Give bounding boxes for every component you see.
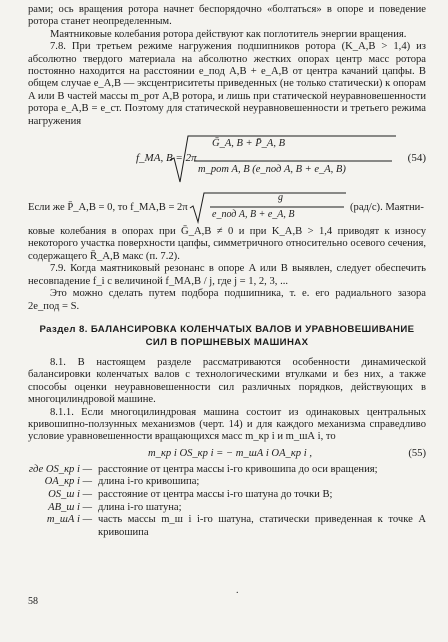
formula-54-denominator: m_рот A, B (e_под A, B + e_A, B) [198,164,346,176]
paragraph-7-8: 7.8. При третьем режиме нагружения подшипников ротора (K_A,B > 1,4) из абсолютно твердого материала на абсолютно жестких опорах центр масс ротора постоянно находится на расстоянии e_под A,B + e_A,B от центра качаний цапфы. В общем случае e_A,B — эксцентриситеты приведенных (не только статически) к опорам A или B частей массы m_рот A,B ротора, и лишь при статической неуравновешенности ротора e_A,B = e_ст. Поэтому для статической неуравновешенности и третьего режима нагружения [28,41,426,127]
formula-55-body: m_кр i OS_кр i = − m_шА i OA_кр i , [148,447,312,459]
paragraph-pendulum-wear: ковые колебания в опорах при Ḡ_A,B ≠ 0 и при K_A,B > 1,4 приводят к износу некоторого участка поверхности цапфы, симметричного относительно осевого сечения, содержащего R̄_A,B макс (п. 7.2). [28,226,426,262]
formula-55 [28,446,426,462]
definition-text: часть массы m_ш i i-го шатуна, статически приведенная к точке A кривошипа [98,514,426,538]
definitions-list [28,464,426,540]
section-8-title: Раздел 8. БАЛАНСИРОВКА КОЛЕНЧАТЫХ ВАЛОВ И УРАВНОВЕШИВАНИЕ СИЛ В ПОРШНЕВЫХ МАШИНАХ [39,323,415,348]
paragraph-continuation: рами; ось вращения ротора начнет беспорядочно «болтаться» в опоре и поведение ротора станет неопределенным. [28,4,426,28]
definition-term: OS_ш i — [48,488,92,500]
definition-text: расстояние от центра массы i-го кривошипа до оси вращения; [98,463,378,475]
paragraph-7-9: 7.9. Когда маятниковый резонанс в опоре A или B выявлен, следует обеспечить несовпадение f_i с величиной f_MA,B / j, где j = 1, 2, 3, ... [28,263,426,287]
paragraph-clearance: Это можно сделать путем подбора подшипника, т. е. его радиального зазора 2e_под = S. [28,288,426,312]
definition-term: где OS_кр i — [28,463,92,475]
formula-54-numerator: Ḡ_A, B + P̄_A, B [212,138,285,150]
definition-text: расстояние от центра массы i-го шатуна до точки B; [98,488,333,500]
definition-text: длина i-го кривошипа; [98,476,200,488]
page-body [28,4,426,539]
definition-row [28,489,426,502]
inline-unit: (рад/с). Маятни- [350,202,424,214]
paragraph-8-1-1: 8.1.1. Если многоцилиндровая машина состоит из одинаковых центральных кривошипно-ползунных механизмов (черт. 14) и для каждого механизма справедливо условие уравновешенности вращающихся масс m_кр i и m_шА i, то [28,406,426,443]
definition-row [28,476,426,489]
formula-inline-numerator: g [278,192,283,204]
formula-54 [28,134,426,186]
inline-condition: P̄_A,B = 0, то f_MA,B = 2π [67,202,188,214]
definition-row [28,464,426,477]
formula-54-lhs: f_MA, B = 2π [136,152,197,165]
stray-mark: . [236,585,239,596]
inline-prefix: Если же [28,202,65,214]
formula-inline-pendulum [28,192,426,224]
formula-55-number: (55) [408,447,426,459]
definition-text: длина i-го шатуна; [98,501,182,513]
definition-row [28,502,426,515]
definition-row [28,514,426,539]
formula-54-number: (54) [407,152,426,165]
definition-term: OA_кр i — [44,476,92,488]
definition-term: AB_ш i — [48,501,92,513]
paragraph-8-1: 8.1. В настоящем разделе рассматриваются особенности динамической балансировки коленчатых валов с технологическими втулками и без них, а также способы оценки неуравновешенности сил различных порядков, действующих в многоцилиндровой машине. [28,356,426,406]
definition-term: m_шА i — [46,514,92,526]
paragraph-pendulum-note: Маятниковые колебания ротора действуют как поглотитель энергии вращения. [50,28,407,40]
page-number: 58 [28,596,38,607]
formula-inline-denominator: e_под A, B + e_A, B [212,209,295,221]
